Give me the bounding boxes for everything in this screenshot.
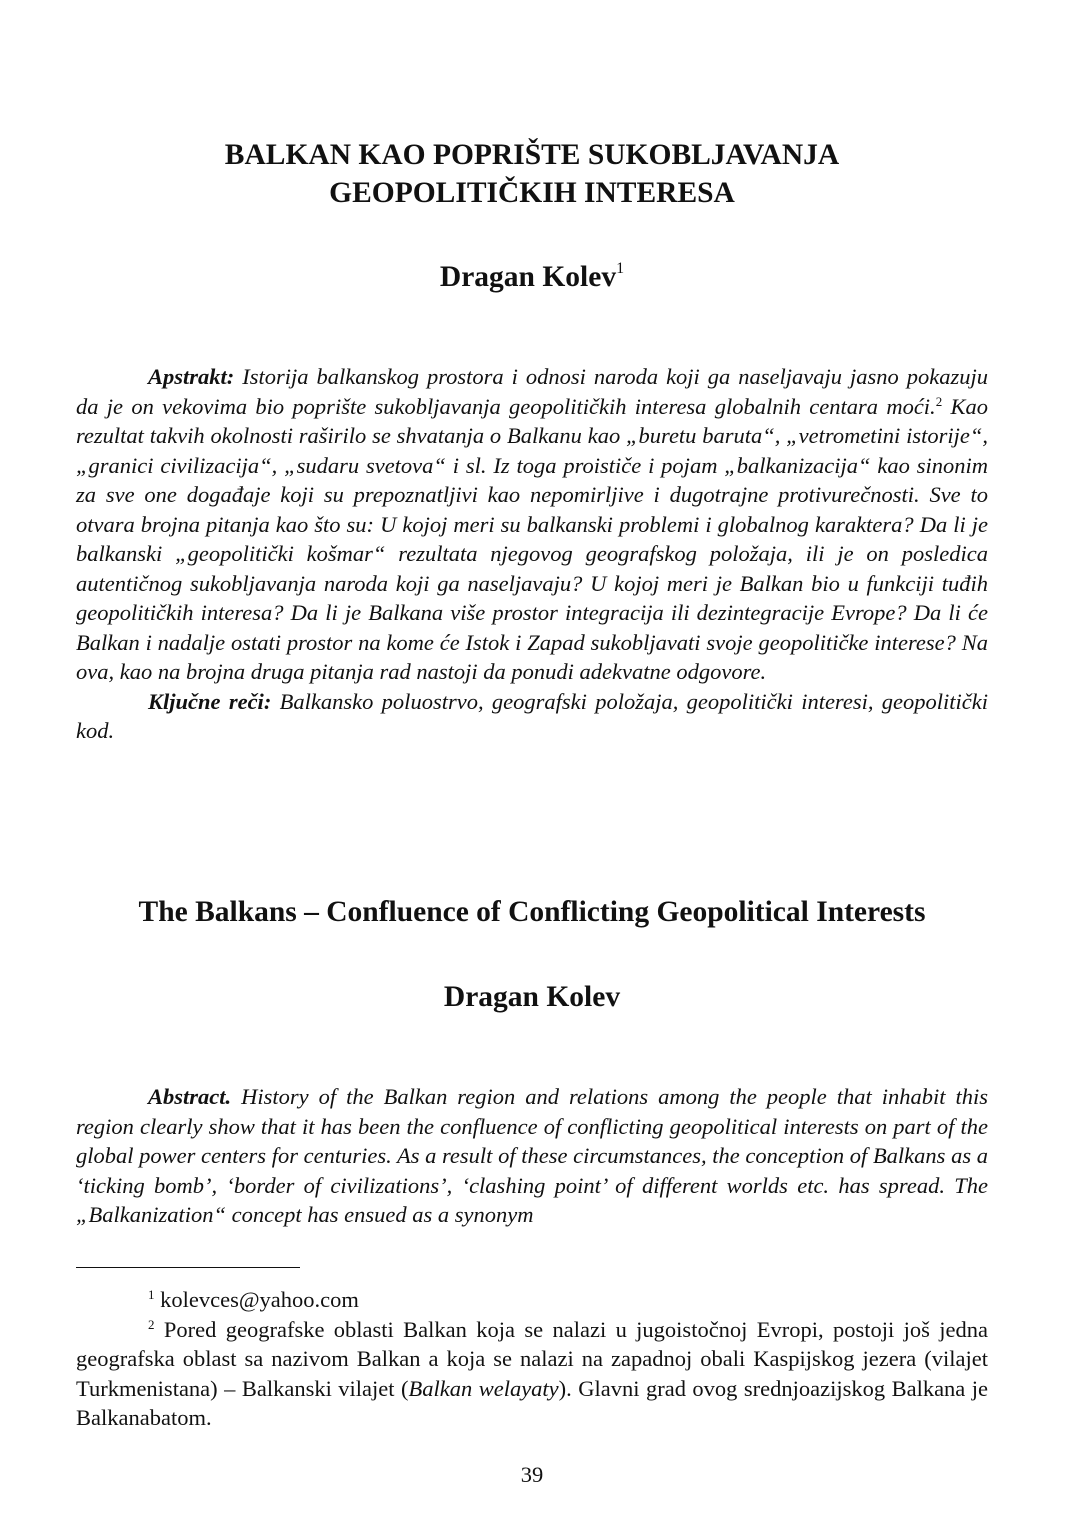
page-number: 39 <box>520 1462 544 1487</box>
footnote-2-mark: 2 <box>148 1316 155 1332</box>
footnote-separator <box>76 1267 300 1268</box>
abstract-en-label: Abstract. <box>148 1084 232 1109</box>
footnote-2-italic: Balkan welayaty <box>408 1375 559 1401</box>
footnote-1-email[interactable]: kolevces@yahoo.com <box>160 1287 359 1312</box>
author-name: Dragan Kolev <box>439 261 617 293</box>
footnote-2-text-1: Pored geografske oblasti Balkan koja se nalazi u jugoistočnoj Evropi, postoji još jedna geografska oblast sa nazivom Balkan a koja se nalazi na zapadnoj obali Kaspijskog jezera (vilajet Turkmenistana) – Balkanski vilajet ( <box>76 1316 989 1401</box>
footnote-2 <box>76 1315 988 1433</box>
abstract-en-text: History of the Balkan region and relations among the people that inhabit this region clearly show that it has been the confluence of conflicting geopolitical interests on part of the global power centers for centuries. As a result of these circumstances, the conception of Balkans as a ‘ticking bomb’, ‘border of civilizations’, ‘clashing point’ of different worlds etc. has spread. The „Balkanization“ concept has ensued as a synonym <box>76 1084 989 1227</box>
author-serbian <box>76 258 988 296</box>
abstract-serbian <box>76 362 988 746</box>
abstract-text-1: Istorija balkanskog prostora i odnosi naroda koji ga naseljavaju jasno pokazuju da je on vekovima bio poprište sukobljavanja geopolitičkih interesa globalnih centara moći. <box>76 364 989 419</box>
keywords-label: Ključne reči: <box>148 688 272 714</box>
footnote-1 <box>76 1285 988 1315</box>
paper-title-english: The Balkans – Confluence of Conflicting Geopolitical Interests <box>138 896 926 928</box>
author-english: Dragan Kolev <box>443 981 621 1013</box>
footnote-1-mark: 1 <box>148 1287 155 1302</box>
abstract-label: Apstrakt: <box>148 364 235 389</box>
footnote-2-text-2: ). Glavni grad ovog srednjoazijskog Balkana je Balkanabatom. <box>76 1375 988 1430</box>
footnotes <box>76 1285 988 1433</box>
abstract-footnote-ref[interactable]: 2 <box>935 393 943 409</box>
abstract-text-2: Kao rezultat takvih okolnosti raširilo se shvatanja o Balkanu kao „buretu baruta“, „vetrometini istorije“, „granici civilizacija“, „sudaru svetova“ i sl. Iz toga proističe i pojam „balkanizacija“ kao sinonim za sve one događaje koji su prepoznatljivi kao nepomirljive i dugotrajne protivurečnosti. Sve to otvara brojna pitanja kao što su: U kojoj meri su balkanski problemi i globalnog karaktera? Da li je balkanski „geopolitički košmar“ rezultata njegovog geografskog položaja, ili je on posledica autentičnog sukobljavanja naroda koji ga naseljavaju? U kojoj meri je Balkan bio u funkciji tuđih geopolitičkih interesa? Da li je Balkana više prostor integracija ili dezintegracije Evrope? Da li će Balkan i nadalje ostati prostor na kome će Istok i Zapad sukobljavati svoje geopolitičke interese? Na ova, kao na brojna druga pitanja rad nastoji da ponudi adekvatne odgovore. <box>76 393 989 684</box>
abstract-english <box>76 1082 988 1230</box>
title-line-2: GEOPOLITIČKIH INTERESA <box>329 177 735 209</box>
keywords-text: Balkansko poluostrvo, geografski položaja, geopolitički interesi, geopolitički kod. <box>76 688 989 743</box>
paper-title-serbian <box>76 136 988 212</box>
author-footnote-ref[interactable]: 1 <box>616 260 625 277</box>
title-line-1: BALKAN KAO POPRIŠTE SUKOBLJAVANJA <box>224 139 840 171</box>
